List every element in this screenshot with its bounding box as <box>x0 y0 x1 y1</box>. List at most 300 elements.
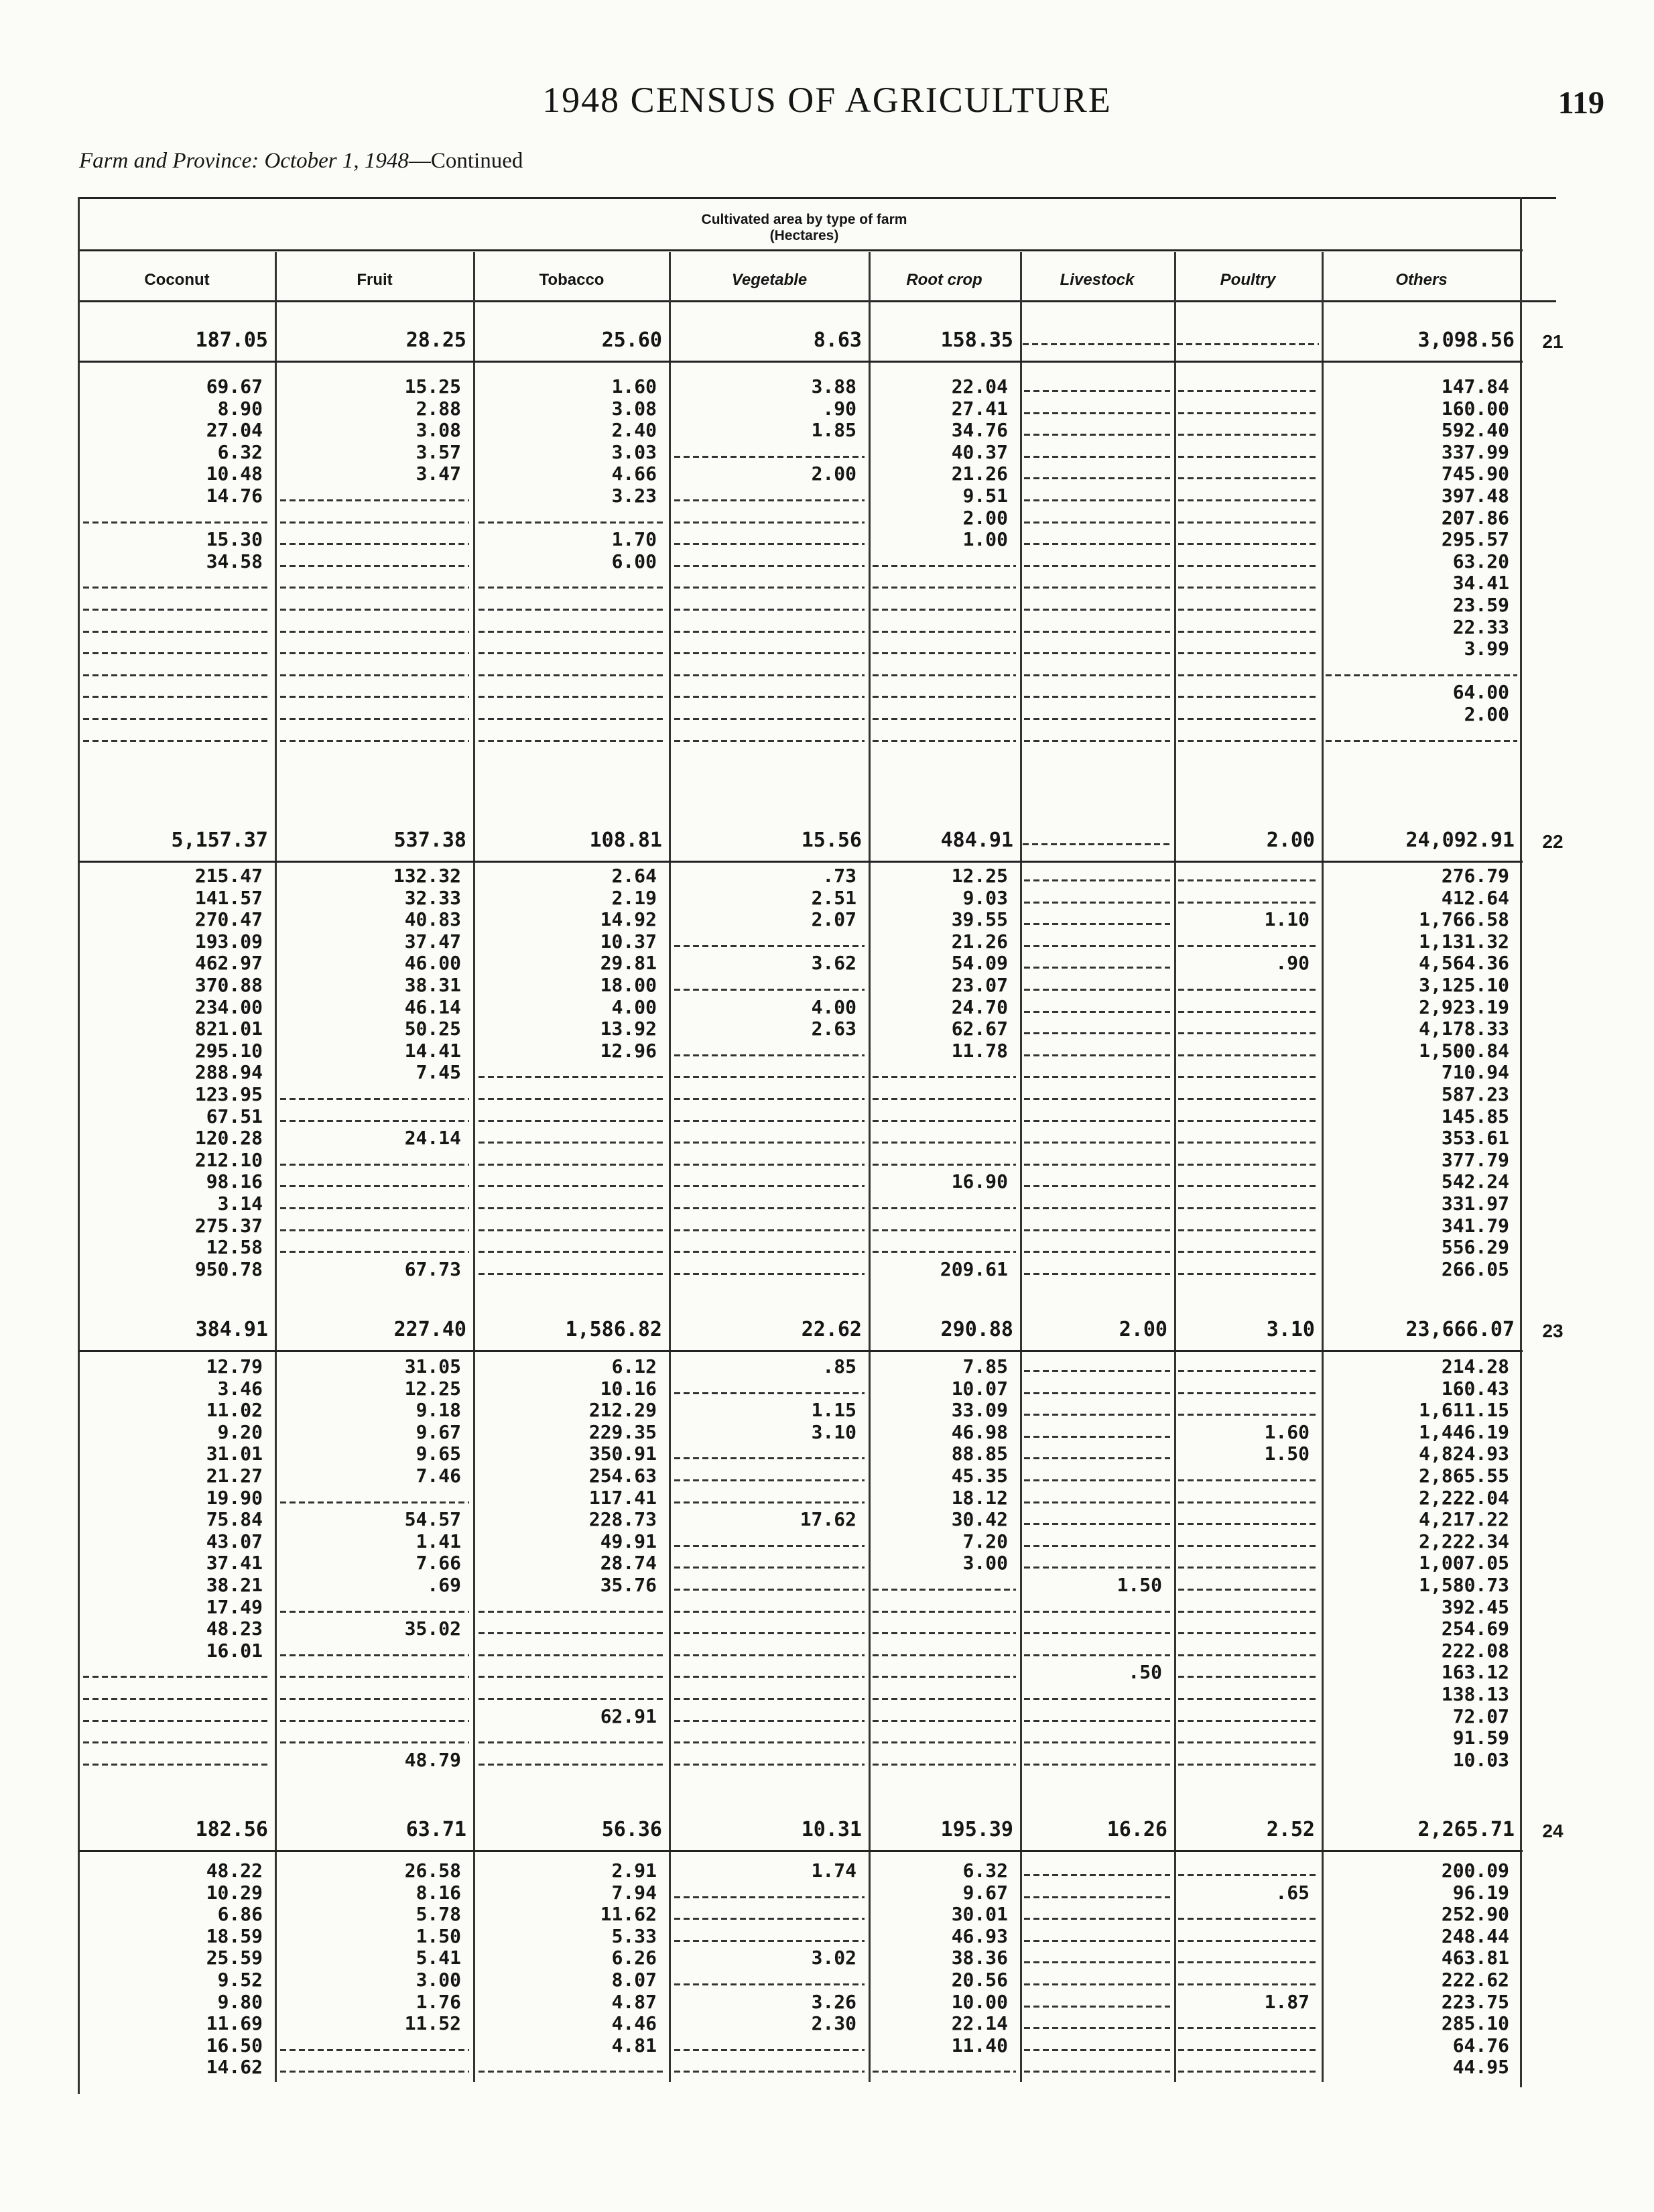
empty-cell-dashes <box>873 704 1016 725</box>
empty-cell-dashes <box>1178 1379 1318 1399</box>
table-cell: .73 <box>822 865 856 887</box>
table-cell: 14.62 <box>206 2056 263 2079</box>
empty-cell-dashes <box>1024 1532 1170 1552</box>
table-cell: 28.74 <box>600 1552 657 1575</box>
table-cell: 1.87 <box>1264 1990 1310 2013</box>
empty-cell-dashes <box>1024 1357 1170 1377</box>
table-cell: 45.35 <box>951 1465 1008 1487</box>
empty-cell-dashes <box>1024 1861 1170 1881</box>
table-cell: 3,125.10 <box>1419 974 1509 996</box>
section-total-cell: 8.63 <box>813 328 862 352</box>
empty-cell-dashes <box>1178 1150 1318 1170</box>
empty-cell-dashes <box>1178 1237 1318 1257</box>
table-cell: 229.35 <box>588 1420 657 1443</box>
empty-cell-dashes <box>280 1150 469 1170</box>
table-cell: 1,007.05 <box>1419 1552 1509 1575</box>
table-cell: 11.62 <box>600 1903 657 1926</box>
empty-cell-dashes <box>1024 486 1170 506</box>
empty-cell-dashes <box>479 727 665 747</box>
table-cell: 254.63 <box>588 1465 657 1487</box>
empty-cell-dashes <box>280 1728 469 1748</box>
table-cell: 14.92 <box>600 908 657 931</box>
page-number: 119 <box>1557 85 1604 121</box>
table-cell: .50 <box>1128 1661 1162 1684</box>
empty-cell-dashes <box>479 1619 665 1639</box>
section-total-rule <box>79 1350 1523 1352</box>
table-cell: 9.20 <box>217 1420 263 1443</box>
table-cell: 49.91 <box>600 1530 657 1552</box>
empty-cell-dashes <box>674 573 865 593</box>
table-cell: 67.73 <box>404 1257 461 1280</box>
table-cell: 30.42 <box>951 1508 1008 1531</box>
table-cell: 48.22 <box>206 1859 263 1882</box>
table-cell: 25.59 <box>206 1947 263 1969</box>
empty-cell-dashes <box>1024 888 1170 908</box>
table-cell: 266.05 <box>1441 1257 1509 1280</box>
empty-cell-dashes <box>674 1444 865 1464</box>
table-cell: 350.91 <box>588 1442 657 1465</box>
empty-cell-dashes <box>1178 866 1318 886</box>
empty-cell-dashes <box>83 1728 271 1748</box>
column-header-tobacco: Tobacco <box>539 271 605 289</box>
table-cell: 54.57 <box>404 1508 461 1531</box>
empty-cell-dashes <box>1178 1926 1318 1947</box>
table-cell: 13.92 <box>600 1018 657 1040</box>
empty-cell-dashes <box>280 486 469 506</box>
empty-cell-dashes <box>1024 399 1170 419</box>
column-header-poultry: Poultry <box>1220 271 1276 289</box>
table-cell: 12.79 <box>206 1355 263 1377</box>
group-header <box>79 212 1529 244</box>
table-cell: 3.14 <box>217 1192 263 1215</box>
empty-cell-dashes <box>1024 975 1170 995</box>
table-cell: 4.00 <box>811 995 856 1018</box>
empty-cell-dashes <box>674 1684 865 1705</box>
column-divider <box>473 252 475 2082</box>
empty-cell-dashes <box>1024 727 1170 747</box>
empty-cell-dashes <box>479 1085 665 1105</box>
empty-cell-dashes <box>1178 1904 1318 1924</box>
table-cell: 212.29 <box>588 1399 657 1422</box>
group-header-unit: (Hectares) <box>769 228 839 243</box>
empty-cell-dashes <box>674 682 865 702</box>
empty-cell-dashes <box>1178 1085 1318 1105</box>
empty-cell-dashes <box>674 639 865 659</box>
section-total-cell: 2.52 <box>1266 1818 1315 1841</box>
empty-cell-dashes <box>1326 727 1517 747</box>
empty-cell-dashes <box>674 1707 865 1727</box>
table-cell: 19.90 <box>206 1486 263 1509</box>
table-cell: 200.09 <box>1441 1859 1509 1882</box>
empty-cell-dashes <box>1024 595 1170 615</box>
group-header-rule <box>79 249 1523 251</box>
table-cell: 10.03 <box>1452 1748 1509 1771</box>
empty-cell-dashes <box>83 1750 271 1770</box>
table-cell: 24.70 <box>951 995 1008 1018</box>
empty-cell-dashes <box>1178 704 1318 725</box>
table-cell: 397.48 <box>1441 485 1509 507</box>
table-cell: 215.47 <box>194 865 263 887</box>
empty-cell-dashes <box>1024 997 1170 1018</box>
section-total-cell: 22.62 <box>801 1318 862 1341</box>
section-total-cell: 2,265.71 <box>1417 1818 1515 1841</box>
empty-cell-dashes <box>1178 682 1318 702</box>
table-cell: 1.10 <box>1264 908 1310 931</box>
empty-cell-dashes <box>1024 661 1170 681</box>
empty-cell-dashes <box>1178 727 1318 747</box>
table-cell: 1,131.32 <box>1419 930 1509 953</box>
empty-cell-dashes <box>280 661 469 681</box>
table-cell: 46.93 <box>951 1924 1008 1947</box>
section-total-cell: 5,157.37 <box>171 828 268 852</box>
table-cell: 48.23 <box>206 1617 263 1640</box>
section-total-cell: 24,092.91 <box>1405 828 1515 852</box>
empty-cell-dashes <box>1024 704 1170 725</box>
table-cell: 1.50 <box>1264 1442 1310 1465</box>
empty-cell-dashes <box>1024 1488 1170 1508</box>
empty-cell-dashes <box>280 682 469 702</box>
empty-cell-dashes <box>674 2036 865 2056</box>
table-cell: 288.94 <box>194 1061 263 1084</box>
table-cell: .69 <box>427 1574 461 1596</box>
table-cell: 3.99 <box>1464 637 1509 660</box>
empty-cell-dashes <box>674 1488 865 1508</box>
table-cell: 10.48 <box>206 463 263 485</box>
empty-cell-dashes <box>873 1728 1016 1748</box>
empty-cell-dashes <box>873 1662 1016 1682</box>
table-cell: 46.98 <box>951 1420 1008 1443</box>
empty-cell-dashes <box>873 1707 1016 1727</box>
table-right-rule <box>1520 197 1522 2087</box>
table-cell: 11.78 <box>951 1039 1008 1062</box>
empty-cell-dashes <box>674 1750 865 1770</box>
section-total-cell: 227.40 <box>393 1318 466 1341</box>
table-cell: 62.91 <box>600 1705 657 1727</box>
table-cell: 3.57 <box>416 440 461 463</box>
empty-cell-dashes <box>1178 1641 1318 1661</box>
empty-cell-dashes <box>1178 1194 1318 1214</box>
table-cell: 3.08 <box>416 419 461 442</box>
section-total-cell: 484.91 <box>940 828 1013 852</box>
table-cell: 44.95 <box>1452 2056 1509 2079</box>
table-cell: 1.00 <box>962 528 1008 551</box>
table-cell: 16.50 <box>206 2034 263 2056</box>
empty-cell-dashes <box>83 508 271 528</box>
empty-cell-dashes <box>1178 1216 1318 1236</box>
empty-cell-dashes <box>1178 1553 1318 1573</box>
empty-cell-dashes <box>1178 530 1318 550</box>
table-cell: 17.62 <box>800 1508 856 1531</box>
table-cell: 234.00 <box>194 995 263 1018</box>
table-cell: 331.97 <box>1441 1192 1509 1215</box>
table-cell: 6.26 <box>611 1947 657 1969</box>
empty-cell-dashes <box>479 1597 665 1617</box>
table-cell: 1.76 <box>416 1990 461 2013</box>
table-cell: 67.51 <box>206 1105 263 1127</box>
table-cell: 2.00 <box>1464 703 1509 725</box>
empty-cell-dashes <box>1178 1970 1318 1990</box>
table-cell: 14.76 <box>206 485 263 507</box>
empty-cell-dashes <box>83 595 271 615</box>
empty-cell-dashes <box>1024 464 1170 484</box>
empty-cell-dashes <box>479 573 665 593</box>
table-cell: 3.00 <box>416 1969 461 1991</box>
empty-cell-dashes <box>1024 508 1170 528</box>
table-cell: 341.79 <box>1441 1214 1509 1237</box>
empty-cell-dashes <box>873 552 1016 572</box>
table-top-rule <box>79 197 1556 199</box>
empty-cell-dashes <box>674 1641 865 1661</box>
empty-cell-dashes <box>674 727 865 747</box>
empty-cell-dashes <box>873 1107 1016 1127</box>
table-cell: 1.74 <box>811 1859 856 1882</box>
empty-cell-dashes <box>1024 377 1170 397</box>
empty-cell-dashes <box>479 1259 665 1280</box>
empty-cell-dashes <box>1178 1062 1318 1083</box>
empty-cell-dashes <box>1024 639 1170 659</box>
empty-cell-dashes <box>280 2036 469 2056</box>
section-number: 24 <box>1542 1821 1564 1841</box>
table-cell: 46.00 <box>404 952 461 975</box>
table-cell: 31.05 <box>404 1355 461 1377</box>
empty-cell-dashes <box>1024 1379 1170 1399</box>
empty-cell-dashes <box>479 704 665 725</box>
section-total-cell: 28.25 <box>405 328 466 352</box>
empty-cell-dashes <box>873 727 1016 747</box>
empty-cell-dashes <box>83 639 271 659</box>
table-cell: 141.57 <box>194 886 263 909</box>
table-cell: 3.10 <box>811 1420 856 1443</box>
empty-cell-dashes <box>280 1216 469 1236</box>
table-cell: 9.51 <box>962 485 1008 507</box>
empty-cell-dashes <box>873 595 1016 615</box>
table-cell: 88.85 <box>951 1442 1008 1465</box>
table-cell: 2.19 <box>611 886 657 909</box>
subtitle-continued: —Continued <box>408 149 523 173</box>
empty-cell-dashes <box>1178 464 1318 484</box>
column-divider <box>869 252 871 2082</box>
table-cell: 9.03 <box>962 886 1008 909</box>
table-cell: 9.65 <box>416 1442 461 1465</box>
table-cell: 6.00 <box>611 550 657 572</box>
empty-cell-dashes <box>1178 1750 1318 1770</box>
empty-cell-dashes <box>1024 1750 1170 1770</box>
empty-cell-dashes <box>873 1575 1016 1595</box>
empty-cell-dashes <box>674 975 865 995</box>
empty-cell-dashes <box>1178 1619 1318 1639</box>
table-cell: 207.86 <box>1441 506 1509 529</box>
empty-cell-dashes <box>1024 2036 1170 2056</box>
empty-cell-dashes <box>873 2057 1016 2077</box>
empty-cell-dashes <box>1178 617 1318 637</box>
empty-cell-dashes <box>1178 442 1318 463</box>
table-cell: 228.73 <box>588 1508 657 1531</box>
table-cell: 542.24 <box>1441 1170 1509 1193</box>
column-header-vegetable: Vegetable <box>731 271 808 289</box>
table-cell: 160.00 <box>1441 397 1509 420</box>
empty-cell-dashes <box>1024 1597 1170 1617</box>
empty-cell-dashes <box>674 1172 865 1192</box>
empty-cell-dashes <box>479 617 665 637</box>
table-cell: 3.00 <box>962 1552 1008 1575</box>
table-cell: 35.76 <box>600 1574 657 1596</box>
empty-cell-dashes <box>1178 1128 1318 1148</box>
empty-cell-dashes <box>280 1488 469 1508</box>
empty-cell-dashes <box>280 595 469 615</box>
empty-cell-dashes <box>1178 573 1318 593</box>
empty-cell-dashes <box>674 1041 865 1061</box>
table-cell: 7.20 <box>962 1530 1008 1552</box>
section-total-cell: 537.38 <box>393 828 466 852</box>
table-cell: 12.25 <box>951 865 1008 887</box>
empty-cell-dashes <box>83 682 271 702</box>
empty-cell-dashes <box>1178 932 1318 952</box>
table-cell: 462.97 <box>194 952 263 975</box>
table-cell: 64.76 <box>1452 2034 1509 2056</box>
empty-cell-dashes <box>1023 830 1171 850</box>
column-divider <box>1322 252 1324 2082</box>
table-cell: 72.07 <box>1452 1705 1509 1727</box>
table-cell: 39.55 <box>951 908 1008 931</box>
empty-cell-dashes <box>1178 1861 1318 1881</box>
empty-cell-dashes <box>1024 1728 1170 1748</box>
table-cell: 4,564.36 <box>1419 952 1509 975</box>
section-total-rule <box>79 861 1523 863</box>
table-cell: 21.26 <box>951 930 1008 953</box>
table-cell: 40.83 <box>404 908 461 931</box>
empty-cell-dashes <box>479 595 665 615</box>
empty-cell-dashes <box>1024 910 1170 930</box>
empty-cell-dashes <box>1024 1237 1170 1257</box>
column-divider <box>669 252 671 2082</box>
table-cell: 1.70 <box>611 528 657 551</box>
table-cell: 40.37 <box>951 440 1008 463</box>
table-cell: 745.90 <box>1441 463 1509 485</box>
table-cell: 2.91 <box>611 1859 657 1882</box>
table-cell: 22.33 <box>1452 615 1509 638</box>
empty-cell-dashes <box>280 573 469 593</box>
empty-cell-dashes <box>280 1597 469 1617</box>
empty-cell-dashes <box>1024 953 1170 973</box>
table-cell: 48.79 <box>404 1748 461 1771</box>
table-cell: 32.33 <box>404 886 461 909</box>
column-divider <box>1020 252 1022 2082</box>
empty-cell-dashes <box>1178 1510 1318 1530</box>
table-cell: 821.01 <box>194 1018 263 1040</box>
table-cell: 123.95 <box>194 1083 263 1105</box>
table-cell: 6.32 <box>962 1859 1008 1882</box>
empty-cell-dashes <box>479 1216 665 1236</box>
empty-cell-dashes <box>1178 552 1318 572</box>
table-cell: 3.88 <box>811 375 856 397</box>
table-cell: 23.59 <box>1452 594 1509 616</box>
empty-cell-dashes <box>1024 1085 1170 1105</box>
empty-cell-dashes <box>83 727 271 747</box>
table-cell: 37.47 <box>404 930 461 953</box>
empty-cell-dashes <box>1178 1041 1318 1061</box>
table-cell: 5.78 <box>416 1903 461 1926</box>
table-cell: 2,923.19 <box>1419 995 1509 1018</box>
empty-cell-dashes <box>674 442 865 463</box>
section-number: 23 <box>1542 1320 1564 1341</box>
table-cell: 18.00 <box>600 974 657 996</box>
empty-cell-dashes <box>873 1062 1016 1083</box>
table-left-rule <box>78 197 80 2094</box>
table-cell: 38.31 <box>404 974 461 996</box>
empty-cell-dashes <box>479 1641 665 1661</box>
empty-cell-dashes <box>873 639 1016 659</box>
empty-cell-dashes <box>1178 1488 1318 1508</box>
empty-cell-dashes <box>674 530 865 550</box>
empty-cell-dashes <box>1178 639 1318 659</box>
table-cell: 163.12 <box>1441 1661 1509 1684</box>
table-cell: 35.02 <box>404 1617 461 1640</box>
empty-cell-dashes <box>1024 866 1170 886</box>
table-cell: 16.01 <box>206 1639 263 1662</box>
table-cell: 21.27 <box>206 1465 263 1487</box>
empty-cell-dashes <box>83 617 271 637</box>
section-number: 21 <box>1542 331 1564 352</box>
table-cell: .90 <box>822 397 856 420</box>
table-cell: 7.85 <box>962 1355 1008 1377</box>
table-cell: 1,580.73 <box>1419 1574 1509 1596</box>
table-cell: 3.26 <box>811 1990 856 2013</box>
empty-cell-dashes <box>674 1662 865 1682</box>
column-divider <box>1174 252 1176 2082</box>
table-cell: 2.63 <box>811 1018 856 1040</box>
empty-cell-dashes <box>1024 1172 1170 1192</box>
empty-cell-dashes <box>1024 1422 1170 1442</box>
empty-cell-dashes <box>1178 486 1318 506</box>
table-cell: 1.60 <box>611 375 657 397</box>
table-cell: 2.07 <box>811 908 856 931</box>
empty-cell-dashes <box>83 1662 271 1682</box>
section-total-cell: 3,098.56 <box>1417 328 1515 352</box>
table-cell: 4,217.22 <box>1419 1508 1509 1531</box>
empty-cell-dashes <box>674 1466 865 1486</box>
table-cell: 3.62 <box>811 952 856 975</box>
empty-cell-dashes <box>479 2057 665 2077</box>
table-cell: 10.29 <box>206 1881 263 1904</box>
empty-cell-dashes <box>674 1237 865 1257</box>
table-cell: 4.46 <box>611 2012 657 2035</box>
table-cell: 38.21 <box>206 1574 263 1596</box>
table-cell: 377.79 <box>1441 1148 1509 1171</box>
table-cell: 8.90 <box>217 397 263 420</box>
empty-cell-dashes <box>873 682 1016 702</box>
table-cell: 1.50 <box>416 1924 461 1947</box>
empty-cell-dashes <box>1024 1510 1170 1530</box>
empty-cell-dashes <box>1178 975 1318 995</box>
table-cell: 9.52 <box>217 1969 263 1991</box>
empty-cell-dashes <box>674 1883 865 1903</box>
table-cell: 4,178.33 <box>1419 1018 1509 1040</box>
table-cell: 392.45 <box>1441 1595 1509 1618</box>
section-total-cell: 108.81 <box>589 828 662 852</box>
table-cell: 10.37 <box>600 930 657 953</box>
empty-cell-dashes <box>674 1194 865 1214</box>
table-cell: 556.29 <box>1441 1236 1509 1259</box>
table-cell: 209.61 <box>940 1257 1008 1280</box>
empty-cell-dashes <box>280 639 469 659</box>
empty-cell-dashes <box>1024 1259 1170 1280</box>
empty-cell-dashes <box>1178 508 1318 528</box>
table-cell: 18.12 <box>951 1486 1008 1509</box>
empty-cell-dashes <box>674 1216 865 1236</box>
empty-cell-dashes <box>479 1728 665 1748</box>
empty-cell-dashes <box>280 552 469 572</box>
table-cell: 4,824.93 <box>1419 1442 1509 1465</box>
